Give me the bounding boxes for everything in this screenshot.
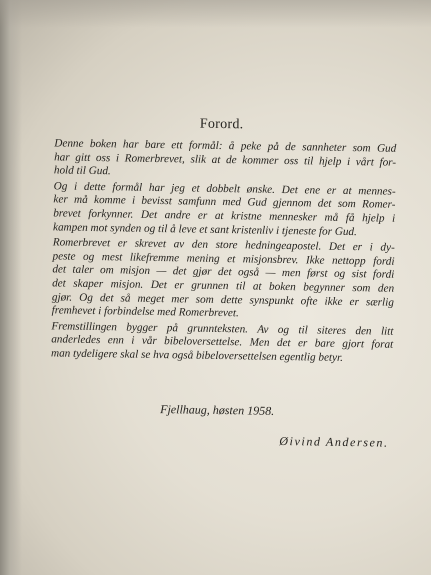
- paragraph-4: [51, 320, 394, 366]
- page-binding-shadow: [0, 0, 22, 575]
- text-line: fremhevet i forbindelse med Romerbrevet.: [51, 304, 239, 320]
- text-line: Romerbrevet er skrevet av den store hedningeapostel. Det er i dy-: [52, 236, 395, 254]
- paragraph-3: [52, 237, 395, 324]
- text-line: det taler om misjon — det gjør det også — men først og sist fordi: [52, 263, 395, 282]
- book-page: [35, 0, 404, 575]
- text-line: man tydeligere skal se hva også bibeloversettelsen egentlig betyr.: [50, 347, 344, 364]
- text-line: Denne boken har bare ett formål: å peke på de sannheter som Gud: [54, 137, 397, 155]
- text-line: anderledes enn i vår bibeloversettelse. Men det er bare gjort forat: [51, 333, 394, 352]
- author-signature: Øivind Andersen.: [279, 433, 389, 450]
- paragraph-2: [53, 180, 396, 240]
- text-line: peste og mest likefremme mening et misjonsbrev. Ikke nettopp fordi: [52, 250, 395, 268]
- text-line: har gitt oss i Romerbrevet, slik at de kommer oss til hjelp i vårt for-: [54, 150, 397, 169]
- place-and-date: Fjellhaug, høsten 1958.: [160, 402, 275, 418]
- text-line: det skaper misjon. Det er grunnen til at boken begynner som den: [52, 277, 395, 295]
- text-line: gjør. Og det så meget mer som dette synspunkt ofte ikke er særlig: [51, 290, 394, 309]
- text-line: hold til Gud.: [53, 164, 111, 178]
- paragraph-1: [54, 137, 397, 183]
- text-line: kampen mot synden og til å leve et sant kristenliv i tjeneste for Gud.: [52, 220, 357, 238]
- text-line: Fremstillingen bygger på grunnteksten. Av og til siteres den litt: [51, 320, 394, 338]
- text-line: ker må komme i bevisst samfunn med Gud gjennom det som Romer-: [53, 193, 396, 212]
- text-line: Og i dette formål har jeg et dobbelt ønske. Det ene er at mennes-: [53, 180, 396, 198]
- page-heading: Forord.: [199, 116, 244, 133]
- foreword-body: [51, 137, 396, 368]
- text-line: brevet forkynner. Det andre er at kristne mennesker må få hjelp i: [53, 207, 396, 225]
